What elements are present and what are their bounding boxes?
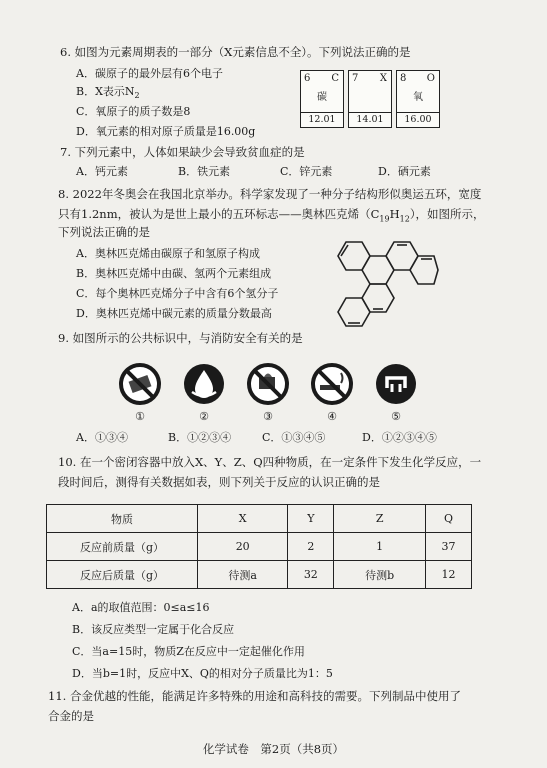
mass-data-table (46, 504, 472, 589)
table-cell: 37 (426, 533, 472, 561)
q8-stem-line1: 8. 2022年冬奥会在我国北京举办。科学家发现了一种分子结构形似奥运五环，宽度 (58, 187, 482, 201)
q11-stem-line1: 11. 合金优越的性能，能满足许多特殊的用途和高科技的需要。下列制品中使用了 (48, 689, 461, 703)
element-symbol: X (379, 73, 387, 84)
table-header-cell: Y (288, 505, 334, 533)
olympicene-structure-diagram (322, 234, 440, 330)
element-box-carbon (300, 70, 344, 128)
table-cell: 待测b (334, 561, 426, 589)
element-name: 氧 (413, 92, 423, 103)
q9-option-b: B．①②③④ (168, 431, 232, 444)
element-box-oxygen (396, 70, 440, 128)
q7-option-b: B．铁元素 (178, 165, 231, 178)
q10-stem-line1: 10. 在一个密闭容器中放入X、Y、Z、Q四种物质，在一定条件下发生化学反应，一 (58, 455, 482, 469)
table-header-cell: X (198, 505, 288, 533)
atomic-number: 7 (352, 73, 359, 84)
atomic-mass: 14.01 (349, 112, 391, 125)
q9-option-a: A．①③④ (76, 431, 128, 444)
q9-option-d: D．①②③④⑤ (362, 431, 437, 444)
water-saving-sign-icon (182, 362, 226, 406)
q10-option-d: D．当b=1时，反应中X、Q的相对分子质量比为1：5 (72, 667, 333, 680)
table-cell: 12 (426, 561, 472, 589)
element-symbol: C (331, 73, 339, 84)
atomic-number: 6 (304, 73, 311, 84)
table-cell: 20 (198, 533, 288, 561)
q8-option-b: B．奥林匹克烯中由碳、氢两个元素组成 (76, 267, 272, 280)
public-signs-row (118, 362, 418, 432)
table-cell: 2 (288, 533, 334, 561)
element-name: 碳 (317, 92, 327, 103)
sign-number-5: ⑤ (391, 410, 401, 423)
atomic-number: 8 (400, 73, 407, 84)
q7-stem: 7. 下列元素中，人体如果缺少会导致贫血症的是 (60, 145, 305, 159)
q9-stem: 9. 如图所示的公共标识中，与消防安全有关的是 (58, 331, 303, 345)
q10-stem-line2: 段时间后，测得有关数据如表，则下列关于反应的认识正确的是 (58, 475, 380, 489)
no-firecrackers-sign-icon (118, 362, 162, 406)
q8-option-d: D．奥林匹克烯中碳元素的质量分数最高 (76, 307, 272, 320)
table-cell: 32 (288, 561, 334, 589)
sign-number-2: ② (199, 410, 209, 423)
no-smoking-sign-icon (310, 362, 354, 406)
sign-number-4: ④ (327, 410, 337, 423)
q10-option-b: B．该反应类型一定属于化合反应 (72, 623, 235, 636)
atomic-mass: 12.01 (301, 112, 343, 125)
q6-stem: 6. 如图为元素周期表的一部分（X元素信息不全）。下列说法正确的是 (60, 45, 411, 59)
q10-option-a: A．a的取值范围：0≤a≤16 (72, 601, 210, 614)
sign-number-3: ③ (263, 410, 273, 423)
q7-option-a: A．钙元素 (76, 165, 128, 178)
table-cell: 反应前质量（g） (47, 533, 198, 561)
table-row (47, 561, 472, 589)
sign-number-1: ① (135, 410, 145, 423)
q6-option-c: C．氧原子的质子数是8 (76, 105, 191, 118)
no-flammables-sign-icon (246, 362, 290, 406)
periodic-table-fragment (300, 70, 450, 134)
recycle-sign-icon (374, 362, 418, 406)
table-header-cell: Z (334, 505, 426, 533)
q8-stem-line3: 下列说法正确的是 (58, 225, 150, 239)
element-box-x (348, 70, 392, 128)
q7-option-c: C．锌元素 (280, 165, 333, 178)
q9-option-c: C．①③④⑤ (262, 431, 326, 444)
q6-option-a: A．碳原子的最外层有6个电子 (76, 67, 223, 80)
q7-option-d: D．硒元素 (378, 165, 431, 178)
page-footer: 化学试卷 第2页（共8页） (202, 742, 345, 756)
table-cell: 待测a (198, 561, 288, 589)
atomic-mass: 16.00 (397, 112, 439, 125)
table-header-cell: Q (426, 505, 472, 533)
q8-stem-line2: 只有1.2nm，被认为是世上最小的五环标志——奥林匹克烯$(C_{19}H_{12})$，如图所示， (58, 207, 485, 224)
table-header-cell: 物质 (47, 505, 198, 533)
q6-option-d: D．氧元素的相对原子质量是16.00g (76, 125, 256, 138)
q6-option-b: B．X表示$N_2$ (76, 85, 140, 101)
q8-option-a: A．奥林匹克烯由碳原子和氢原子构成 (76, 247, 260, 260)
q10-option-c: C．当a=15时，物质Z在反应中一定起催化作用 (72, 645, 305, 658)
q8-option-c: C．每个奥林匹克烯分子中含有6个氢分子 (76, 287, 279, 300)
table-header-row (47, 505, 472, 533)
table-cell: 反应后质量（g） (47, 561, 198, 589)
table-cell: 1 (334, 533, 426, 561)
element-symbol: O (426, 73, 435, 84)
q11-stem-line2: 合金的是 (48, 709, 94, 723)
table-row (47, 533, 472, 561)
